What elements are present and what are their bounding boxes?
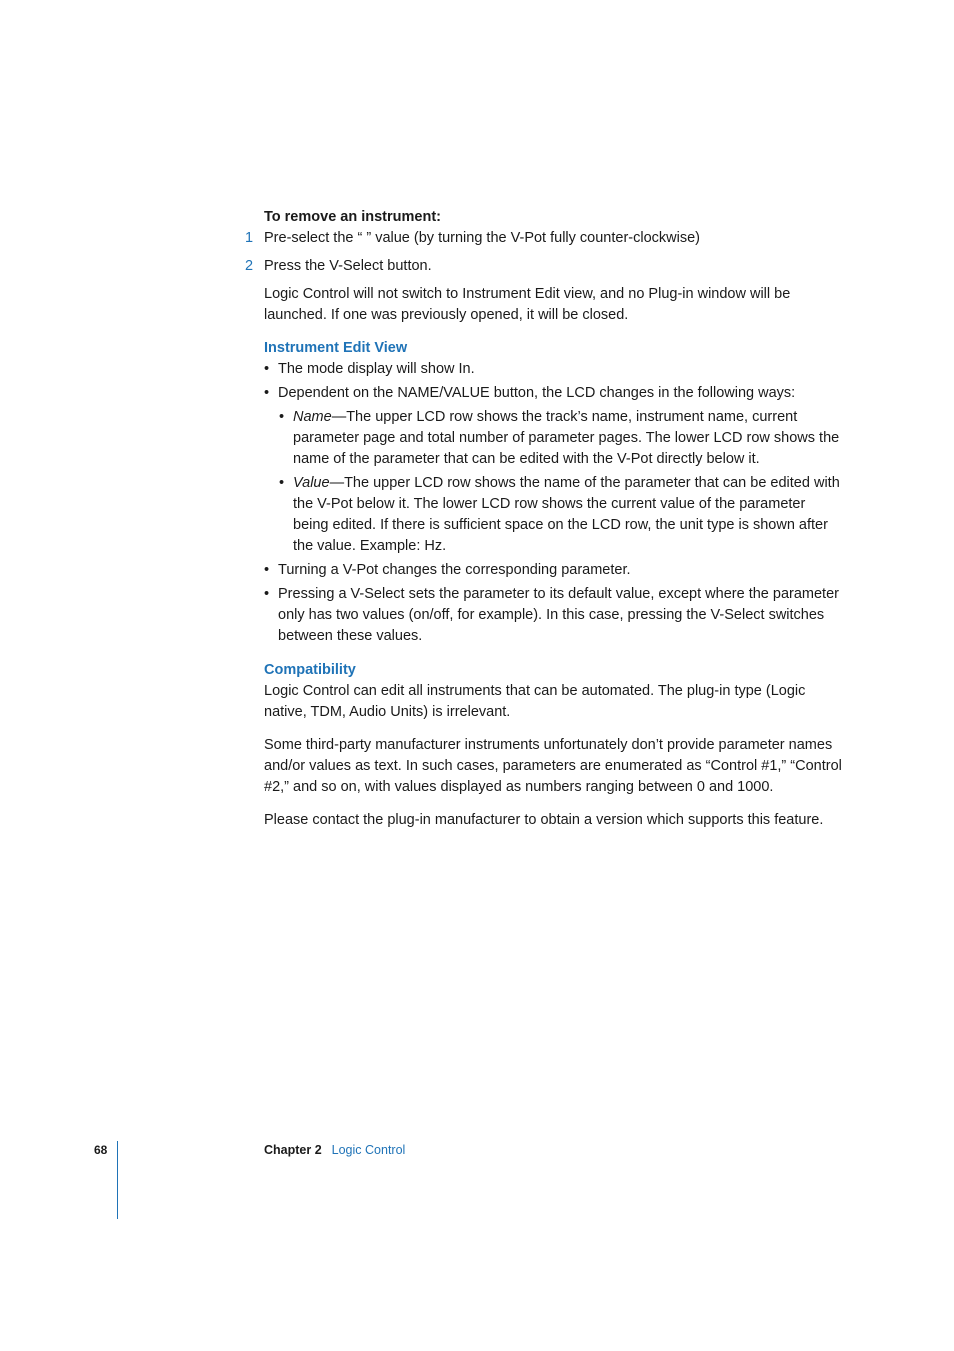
page-body (245, 207, 844, 831)
chapter-title: Logic Control (331, 1143, 406, 1157)
section-heading-compatibility: Compatibility (264, 662, 356, 678)
list-item-value-mode (279, 473, 844, 557)
page-number: 68 (94, 1143, 108, 1157)
term-value: Value (293, 475, 330, 491)
list-item: • Pressing a V-Select sets the parameter to its default value, except where the parameter only has two values (on/off, for example). In this case, pressing the V-Select switches between these values. (264, 584, 844, 647)
list-item-name-mode (279, 407, 844, 470)
procedure-result: Logic Control will not switch to Instrument Edit view, and no Plug-in window will be launched. If one was previously opened, it will be closed. (264, 286, 791, 323)
chapter-label: Chapter 2 (264, 1143, 322, 1157)
step-number: 2 (245, 258, 254, 274)
chapter-footer (264, 1143, 405, 1157)
compatibility-paragraph-1: Logic Control can edit all instruments that can be automated. The plug-in type (Logic native, TDM, Audio Units) is irrelevant. (264, 683, 806, 720)
step-text: Press the V-Select button. (264, 258, 432, 274)
procedure-title: To remove an instrument: (264, 209, 441, 225)
list-item: • Turning a V-Pot changes the corresponding parameter. (264, 560, 844, 581)
compatibility-paragraph-3: Please contact the plug-in manufacturer to obtain a version which supports this feature. (264, 812, 824, 828)
instrument-edit-view-list (264, 359, 844, 647)
step-2 (245, 256, 844, 277)
step-text: Pre-select the “ ” value (by turning the V-Pot fully counter-clockwise) (264, 230, 700, 246)
step-1 (245, 228, 844, 249)
list-item: • The mode display will show In. (264, 359, 844, 380)
term-description: —The upper LCD row shows the track’s name, instrument name, current parameter page and total number of parameter pages. The lower LCD row shows the name of the parameter that can be edited with the V-Pot directly below it. (293, 409, 840, 467)
section-heading-instrument-edit-view: Instrument Edit View (264, 340, 408, 356)
term-name: Name (293, 409, 332, 425)
compatibility-paragraph-2: Some third-party manufacturer instruments unfortunately don’t provide parameter names and/or values as text. In such cases, parameters are enumerated as “Control #1,” “Control #2,” and so on, with values displayed as numbers ranging between 0 and 1000. (264, 737, 842, 795)
term-description: —The upper LCD row shows the name of the parameter that can be edited with the V-Pot below it. The lower LCD row shows the current value of the parameter being edited. If there is sufficient space on the LCD row, the unit type is shown after the value. Example: Hz. (293, 475, 840, 554)
step-number: 1 (245, 230, 254, 246)
list-item: • Dependent on the NAME/VALUE button, the LCD changes in the following ways: (264, 383, 844, 404)
footer-divider (117, 1141, 118, 1219)
